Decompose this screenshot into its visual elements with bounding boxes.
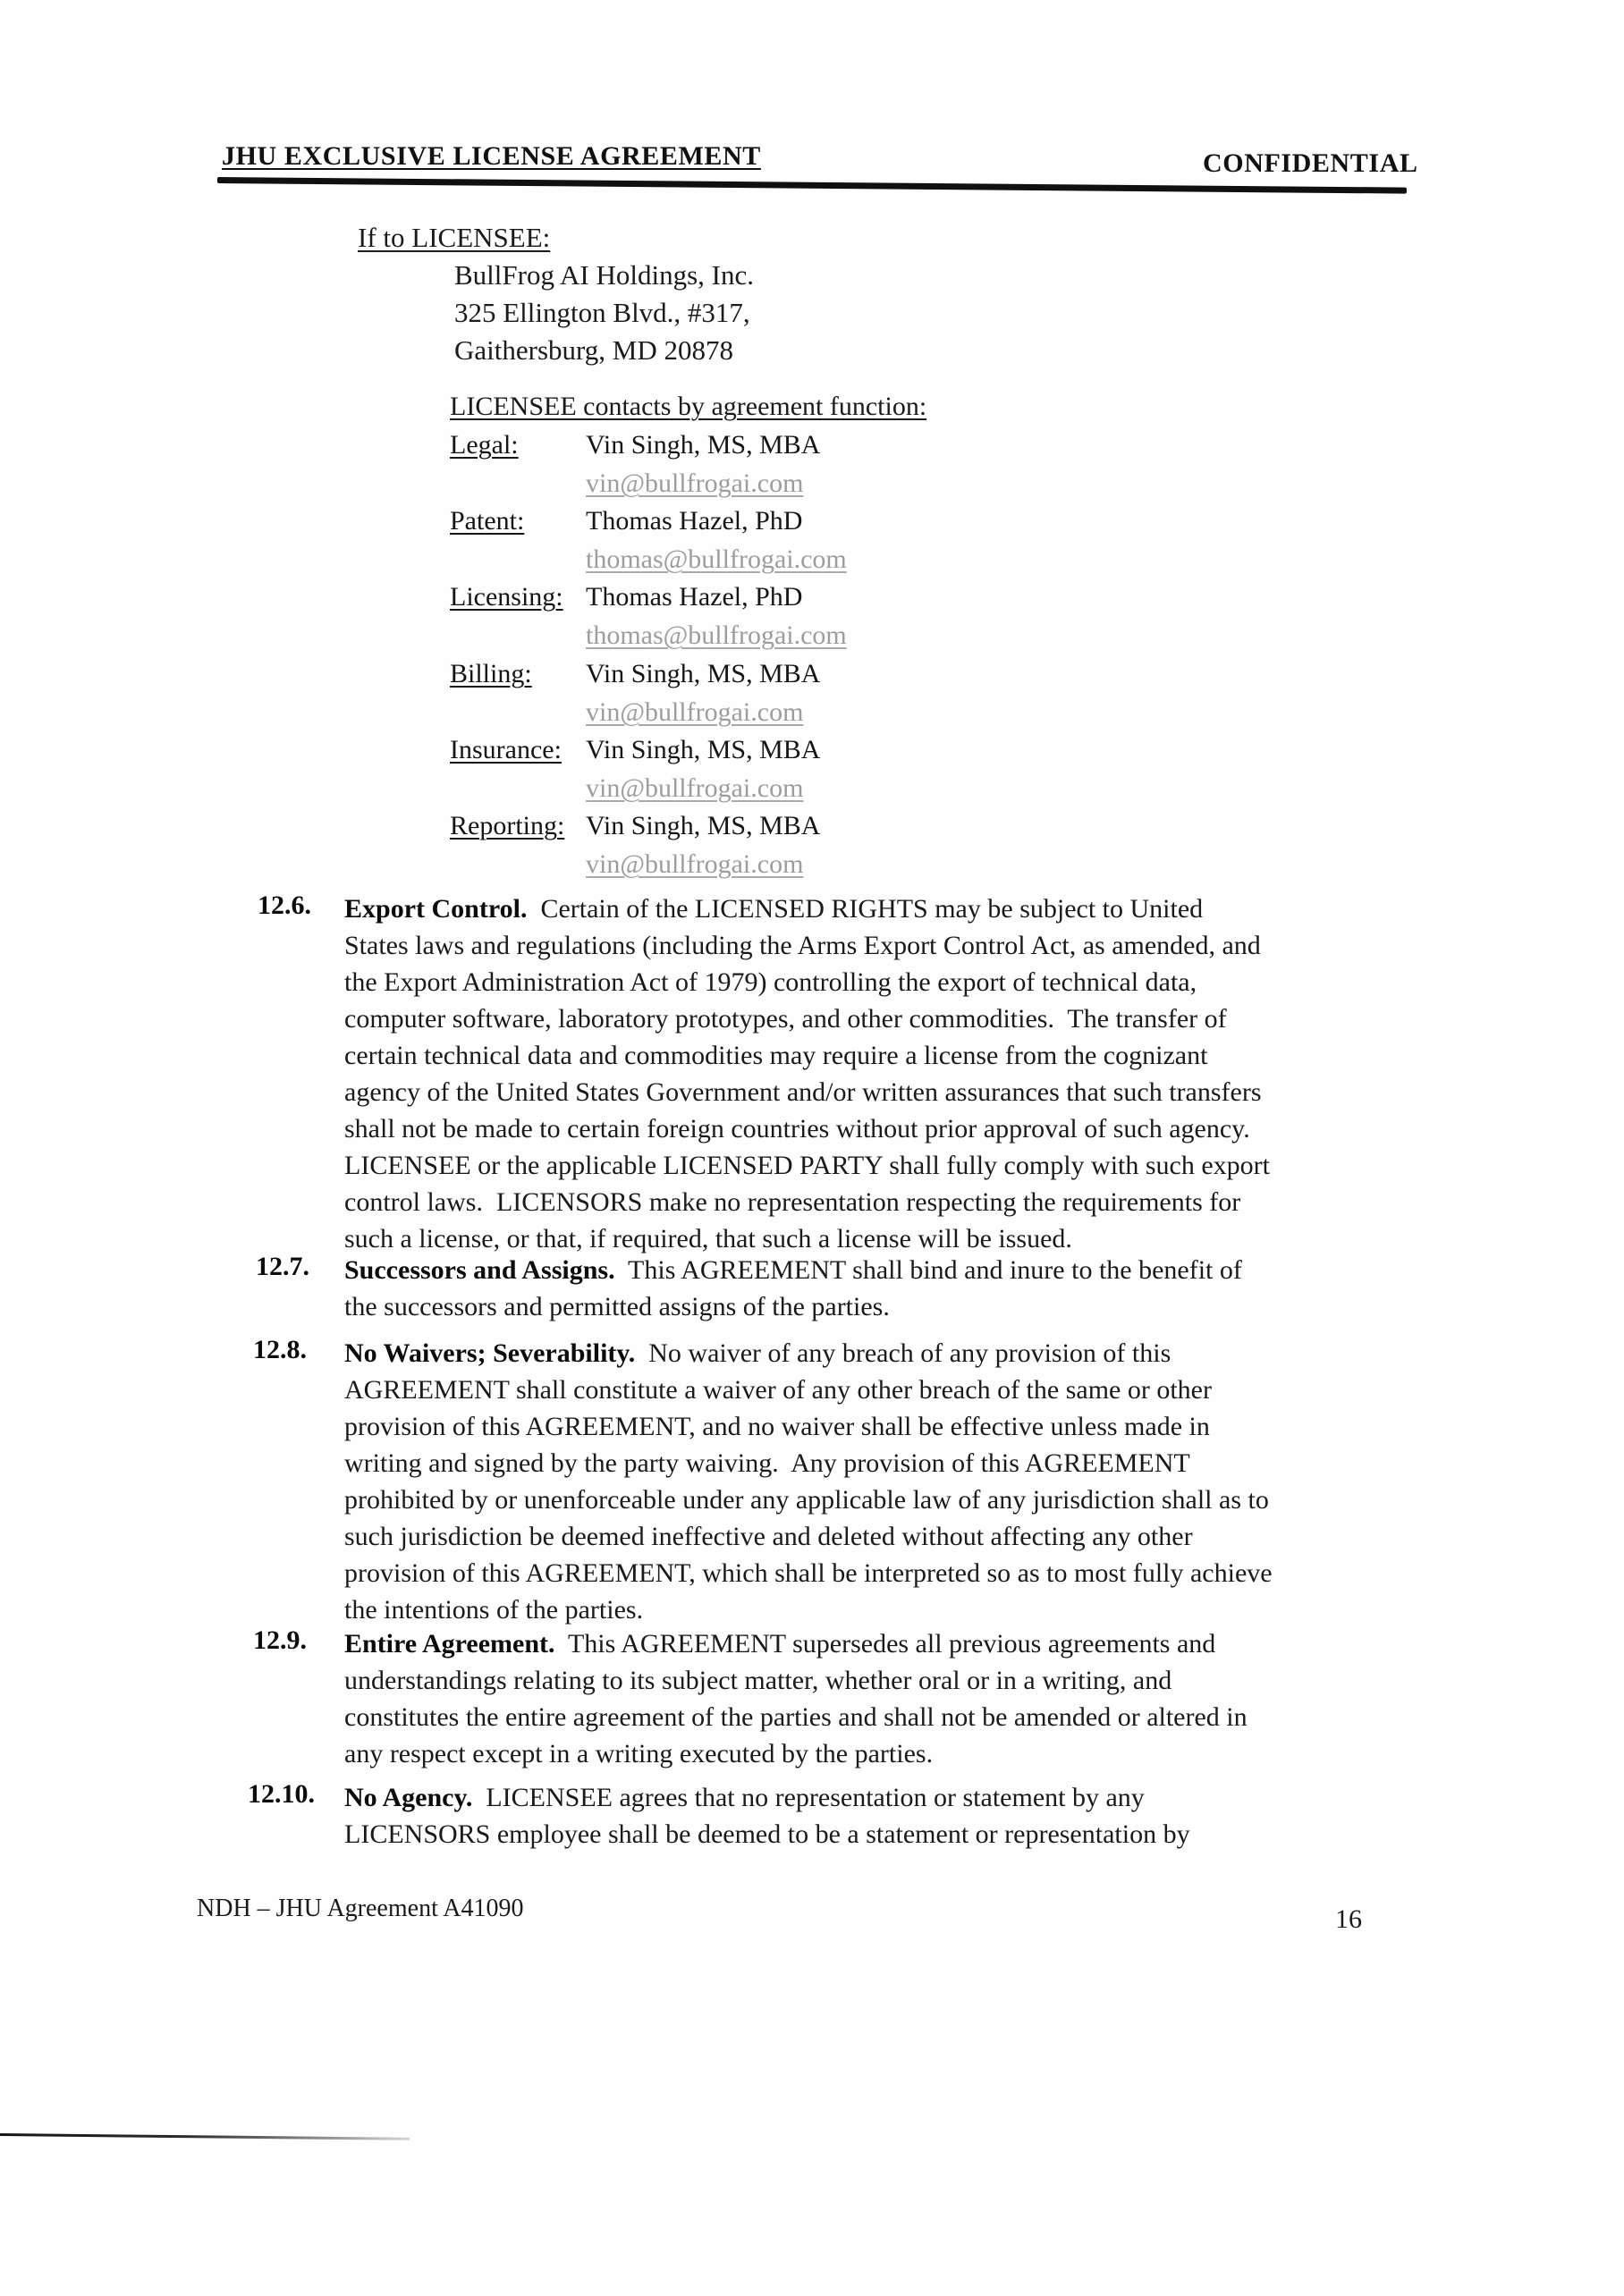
section-body [344,891,1417,1257]
section-number: 12.7. [256,1252,309,1281]
section-line: constitutes the entire agreement of the parties and shall not be amended or altered in [344,1702,1248,1732]
section-line [344,1779,1417,1816]
contact-label: Reporting: [450,811,565,840]
section-line: writing and signed by the party waiving. Any provision of this AGREEMENT [344,1448,1190,1478]
section-line: such a license, or that, if required, that such a license will be issued. [344,1224,1072,1254]
section-body [344,1625,1417,1772]
section-line: AGREEMENT shall constitute a waiver of any other breach of the same or other [344,1375,1212,1405]
footer-agreement-id: NDH – JHU Agreement A41090 [197,1895,524,1922]
section-line: such jurisdiction be deemed ineffective and deleted without affecting any other [344,1522,1193,1551]
contact-email: vin@bullfrogai.com [586,773,804,803]
section-line [344,1252,1417,1288]
section-line: understandings relating to its subject matter, whether oral or in a writing, and [344,1666,1172,1695]
contact-name: Vin Singh, MS, MBA [586,811,821,840]
section-line: the Export Administration Act of 1979) controlling the export of technical data, [344,967,1197,997]
section-line: computer software, laboratory prototypes, and other commodities. The transfer of [344,1004,1227,1034]
section-line: LICENSEE or the applicable LICENSED PARTY shall fully comply with such export [344,1151,1270,1180]
section-line [344,1625,1417,1662]
section-title: No Agency. [344,1783,473,1812]
contact-label: Licensing: [450,582,563,612]
scan-artifact-line [0,2133,410,2140]
contact-name: Vin Singh, MS, MBA [586,430,821,460]
contact-name: Vin Singh, MS, MBA [586,735,821,764]
section-title: Successors and Assigns. [344,1255,615,1285]
contact-email: thomas@bullfrogai.com [586,620,847,650]
licensee-address-line: BullFrog AI Holdings, Inc. [454,259,754,291]
section-title: Entire Agreement. [344,1629,555,1659]
section-body [344,1335,1417,1628]
contact-email: vin@bullfrogai.com [586,849,804,879]
contact-name: Thomas Hazel, PhD [586,582,803,612]
contact-label: Legal: [450,430,519,460]
section-number: 12.6. [258,891,311,920]
section-line-text: No waiver of any breach of any provision of this [635,1338,1171,1368]
section-number: 12.8. [253,1335,307,1364]
contact-label: Billing: [450,659,532,688]
section-line: certain technical data and commodities may require a license from the cognizant [344,1041,1208,1070]
section-line: the intentions of the parties. [344,1595,644,1625]
section-line [344,1335,1417,1372]
licensee-heading: If to LICENSEE: [358,222,551,253]
section-number: 12.10. [248,1779,315,1809]
section-line: the successors and permitted assigns of the parties. [344,1292,890,1321]
footer-page-number: 16 [1335,1904,1362,1934]
header-rule [217,177,1407,194]
section-line: provision of this AGREEMENT, which shall be interpreted so as to most fully achieve [344,1558,1273,1588]
section-number: 12.9. [253,1625,307,1655]
section-title: Export Control. [344,894,528,924]
section-line: shall not be made to certain foreign countries without prior approval of such agency. [344,1114,1250,1144]
section-line: any respect except in a writing executed by the parties. [344,1739,934,1768]
contact-name: Vin Singh, MS, MBA [586,659,821,688]
section-body [344,1252,1417,1325]
contact-label: Patent: [450,506,525,536]
section-line: agency of the United States Government and/or written assurances that such transfers [344,1077,1262,1107]
contact-label: Insurance: [450,735,562,764]
section-line-text: This AGREEMENT shall bind and inure to the benefit of [614,1255,1242,1285]
section-line: LICENSORS employee shall be deemed to be a statement or representation by [344,1819,1190,1849]
section-title: No Waivers; Severability. [344,1338,636,1368]
licensee-address-line: Gaithersburg, MD 20878 [454,334,733,366]
contact-name: Thomas Hazel, PhD [586,506,803,536]
section-body [344,1779,1417,1853]
section-line: States laws and regulations (including the Arms Export Control Act, as amended, and [344,931,1261,960]
section-line-text: LICENSEE agrees that no representation or statement by any [472,1783,1145,1812]
contact-email: thomas@bullfrogai.com [586,544,847,574]
contacts-heading: LICENSEE contacts by agreement function: [450,392,927,421]
section-line: prohibited by or unenforceable under any applicable law of any jurisdiction shall as to [344,1485,1269,1515]
contact-email: vin@bullfrogai.com [586,468,804,498]
section-line-text: Certain of the LICENSED RIGHTS may be subject to United [527,894,1204,924]
header-document-title: JHU EXCLUSIVE LICENSE AGREEMENT [222,141,761,171]
contact-email: vin@bullfrogai.com [586,697,804,727]
section-line [344,891,1417,927]
licensee-address-line: 325 Ellington Blvd., #317, [454,297,750,328]
section-line-text: This AGREEMENT supersedes all previous agreements and [554,1629,1216,1659]
section-line: control laws. LICENSORS make no representation respecting the requirements for [344,1187,1241,1217]
header-confidential-label: CONFIDENTIAL [1203,148,1418,178]
section-line: provision of this AGREEMENT, and no waiver shall be effective unless made in [344,1412,1210,1441]
